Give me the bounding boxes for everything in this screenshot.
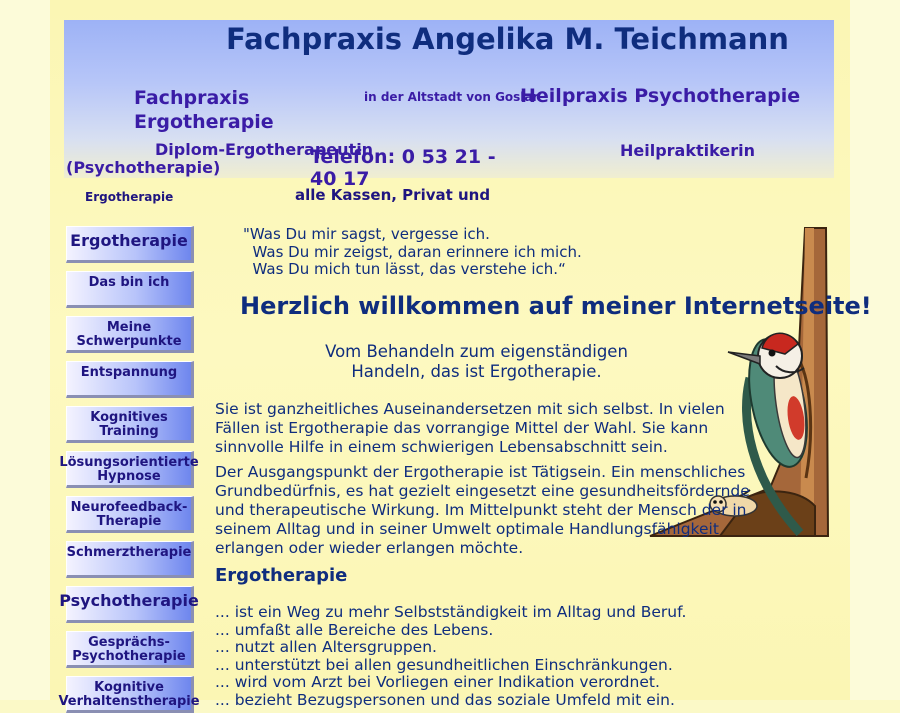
paragraph-ganzheitlich: Sie ist ganzheitliches Auseinandersetzen mit sich selbst. In vielen Fällen ist Ergotherapie das vorrangige Mittel der Wahl. Sie kann sinnvolle Hilfe in einem schwierigen Lebensabschnitt sein. [215,400,725,456]
right-margin [850,0,900,700]
nav-schmerztherapie[interactable]: Schmerztherapie [66,541,194,578]
header-heilpraxis: Heilpraxis Psychotherapie [520,85,801,107]
nav-kognitives-training[interactable]: Kognitives Training [66,406,194,443]
list-item: ... ist ein Weg zu mehr Selbstständigkeit im Alltag und Beruf. [215,603,687,621]
list-item: ... nutzt allen Altersgruppen. [215,638,437,656]
header-fachpraxis-ergotherapie: Fachpraxis Ergotherapie [134,87,274,133]
ergotherapie-heading: Ergotherapie [215,565,348,586]
header-banner [64,20,834,190]
quote: "Was Du mir sagst, vergesse ich. Was Du mir zeigst, daran erinnere ich mich. Was Du mich tun lässt, das verstehe ich.“ [243,225,582,278]
nav-neurofeedback-therapie[interactable]: Neurofeedback-Therapie [66,496,194,533]
paragraph-ausgangspunkt: Der Ausgangspunkt der Ergotherapie ist Tätigsein. Ein menschliches Grundbedürfnis, es hat gezielt eingesetzt eine gesundheitsfördernde und therapeutische Wirkung. Im Mittelpunkt steht der Mensch der in seinem Alltag und in seiner Umwelt optimale Handlungsfähigkeit erlangen oder wieder erlangen möchte. [215,463,750,557]
nav-psychotherapie[interactable]: Psychotherapie [66,586,194,623]
page-container [50,0,872,709]
page-title: Fachpraxis Angelika M. Teichmann [226,22,789,56]
header-psychotherapie: (Psychotherapie) [66,158,221,177]
nav-ergotherapie[interactable]: Ergotherapie [66,226,194,263]
nav-gespraechs-psychotherapie[interactable]: Gesprächs-Psychotherapie [66,631,194,668]
header-heilpraktikerin: Heilpraktikerin [620,141,755,160]
header-altstadt: in der Altstadt von Goslar [364,90,539,104]
nav-loesungsorientierte-hypnose[interactable]: Lösungsorientierte Hypnose [66,451,194,488]
welcome-heading: Herzlich willkommen auf meiner Internetseite! [240,292,872,320]
list-item: ... wird vom Arzt bei Vorliegen einer Indikation verordnet. [215,673,660,691]
nav-entspannung[interactable]: Entspannung [66,361,194,398]
nav-das-bin-ich[interactable]: Das bin ich [66,271,194,308]
ergotherapie-list [215,604,686,709]
breadcrumb-ergotherapie[interactable]: Ergotherapie [85,190,174,204]
list-item: ... unterstützt bei allen gesundheitlichen Einschränkungen. [215,655,673,674]
list-item: ... umfaßt alle Bereiche des Lebens. [215,620,494,639]
kassen-text: alle Kassen, Privat und [295,186,491,204]
nav-meine-schwerpunkte[interactable]: Meine Schwerpunkte [66,316,194,353]
header-diplom: Diplom-Ergotherapeutin [155,140,374,159]
nav-kognitive-verhaltenstherapie[interactable]: Kognitive Verhaltenstherapie [66,676,194,713]
left-margin [0,0,50,700]
intro-text: Vom Behandeln zum eigenständigen Handeln, das ist Ergotherapie. [325,342,628,381]
list-item: ... bezieht Bezugspersonen und das soziale Umfeld mit ein. [215,690,675,709]
header-telefon: Telefon: 0 53 21 - 40 17 [310,146,496,190]
